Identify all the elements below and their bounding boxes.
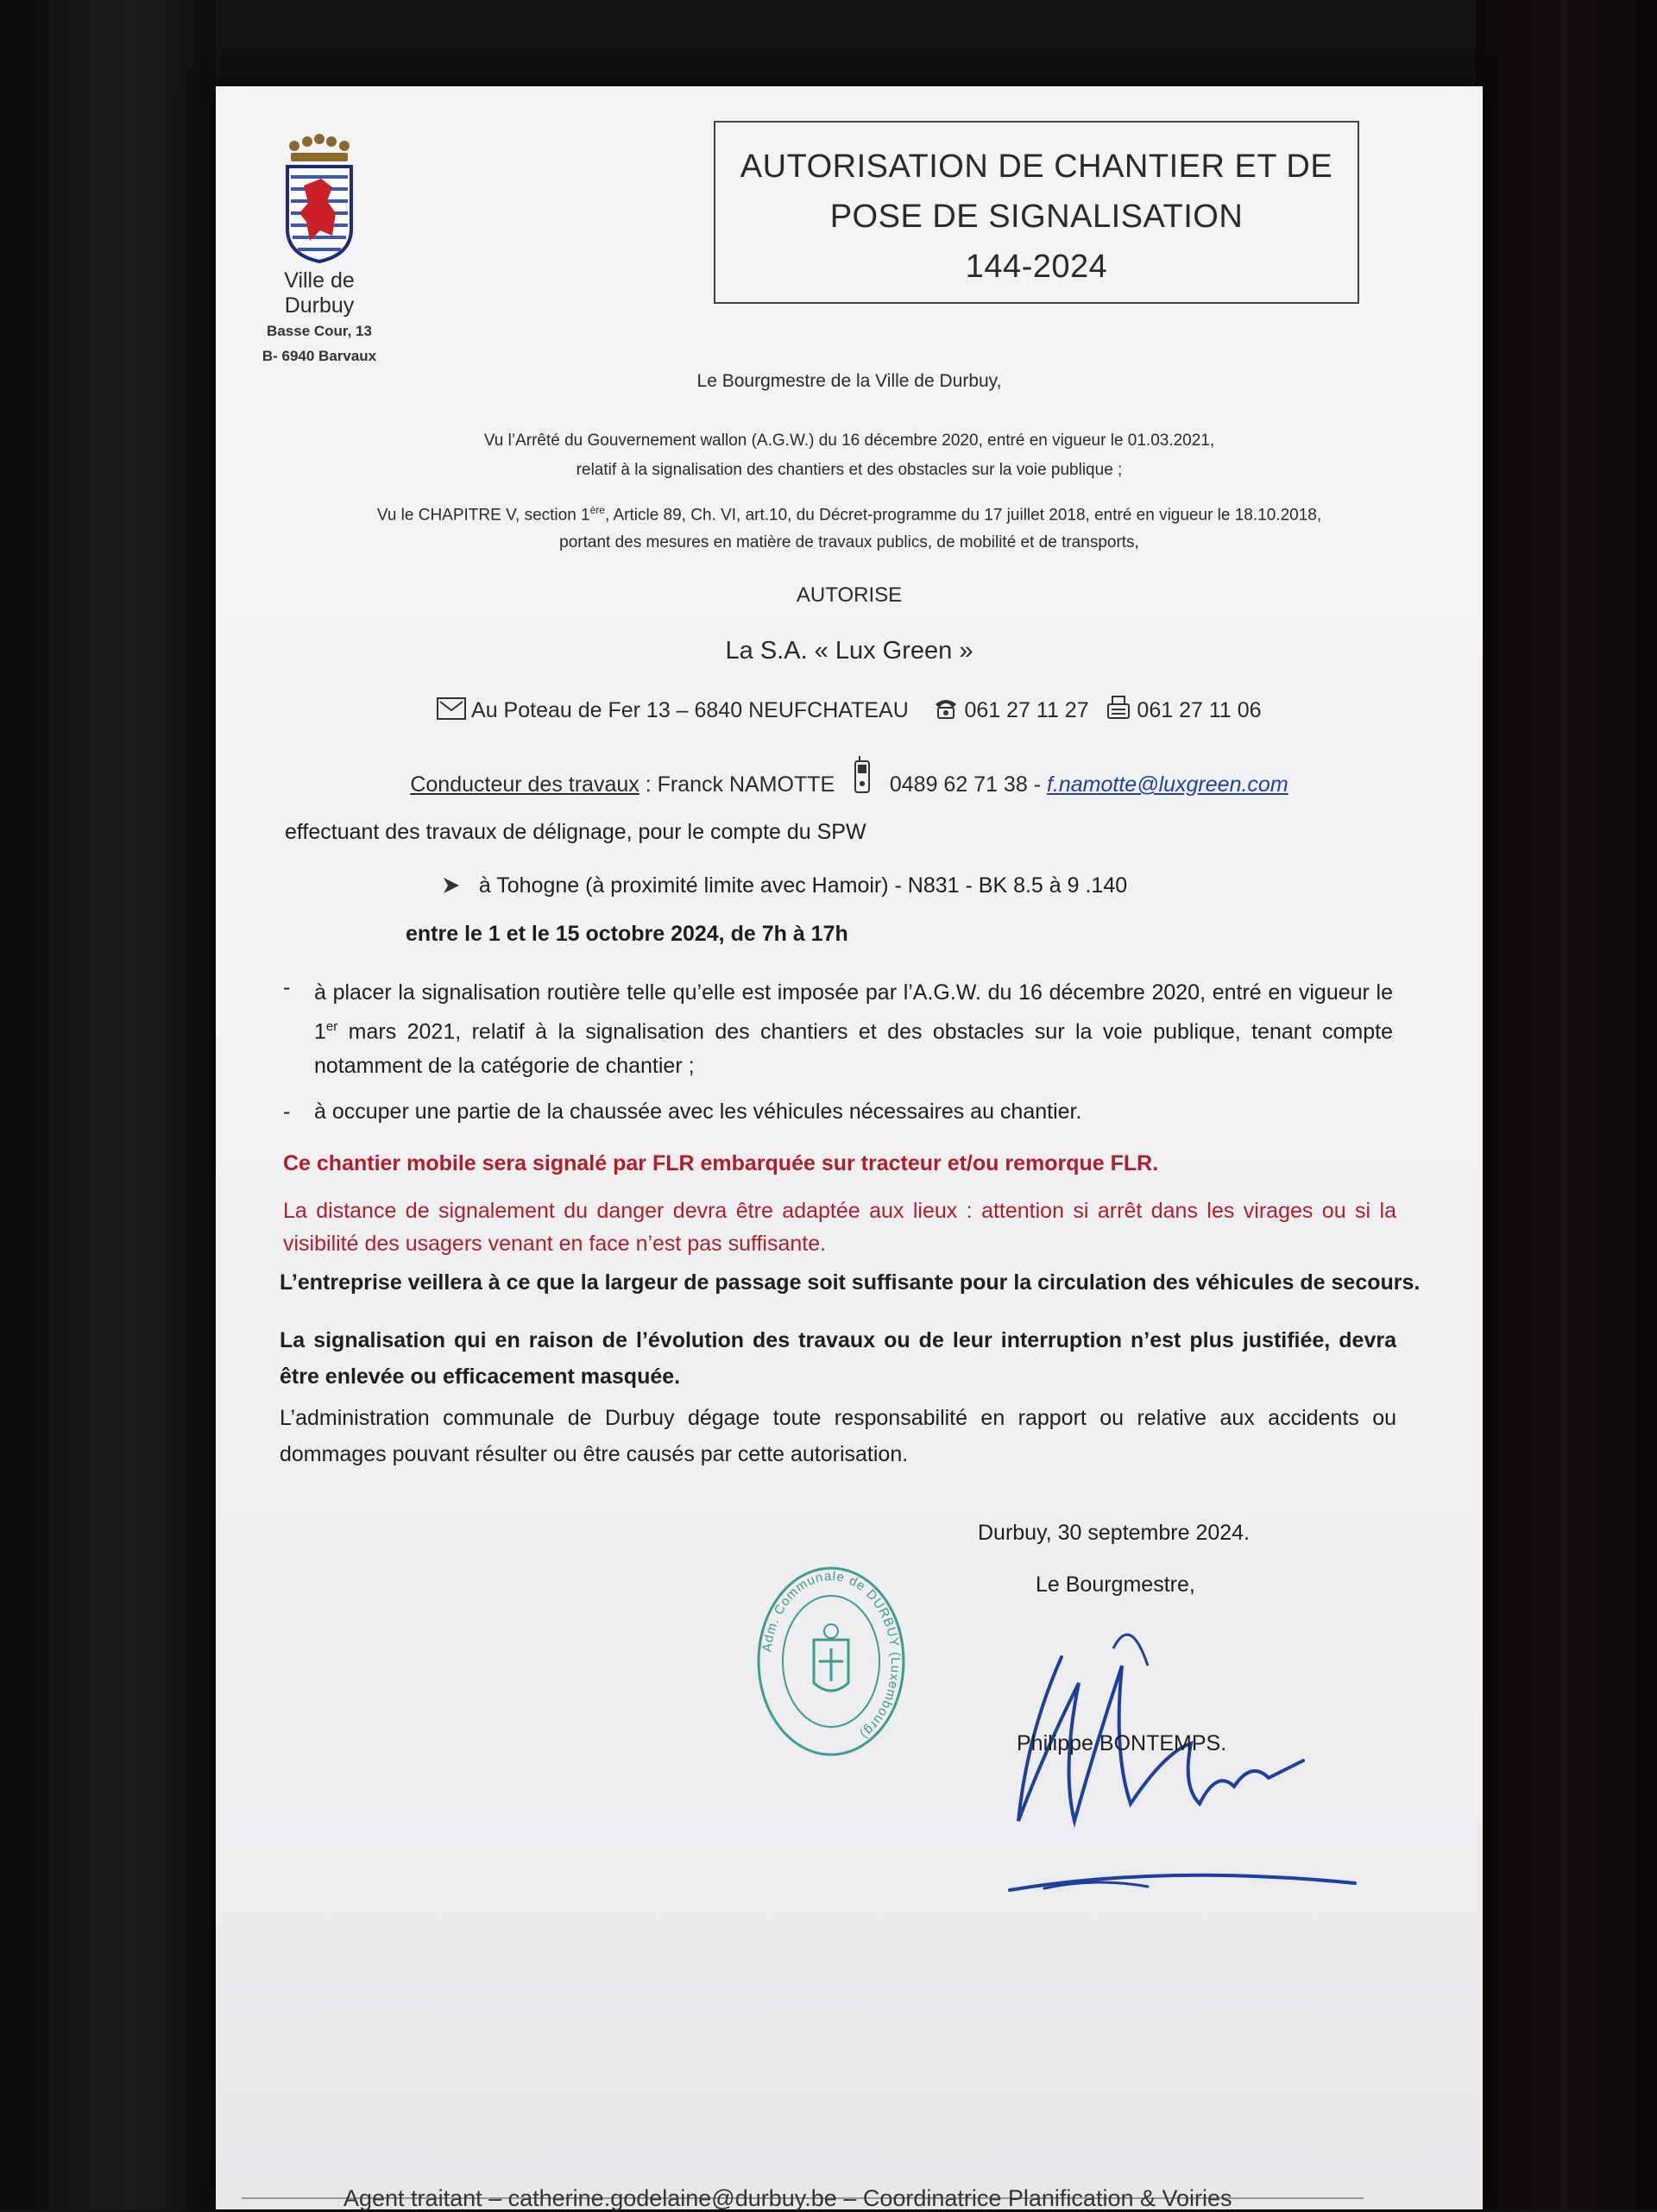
vu1-line1: Vu l’Arrêté du Gouvernement wallon (A.G.W.) du 16 décembre 2020, entré en vigueur le 01.03.2021, — [483, 432, 1215, 450]
left-frame — [0, 0, 216, 2209]
manager-mobile: 0489 62 71 38 — [889, 772, 1028, 797]
manager-dash: - — [1027, 772, 1047, 797]
works-location: à Tohogne (à proximité limite avec Hamoir) - N831 - BK 8.5 à 9 .140 — [478, 873, 1128, 898]
mobile-signal-notice: Ce chantier mobile sera signalé par FLR embarquée sur tracteur et/ou remorque FLR. — [283, 1151, 1159, 1175]
works-description: effectuant des travaux de délignage, pour le compte du SPW — [285, 820, 866, 844]
vu2-sup: ère — [589, 504, 605, 516]
works-location-row — [442, 873, 1127, 901]
title-number: 144-2024 — [965, 249, 1108, 285]
fax-icon — [1106, 696, 1131, 726]
passage-notice: L’entreprise veillera à ce que la largeur de passage soit suffisante pour la circulation des véhicules de secours. — [280, 1270, 1421, 1295]
company-fax: 061 27 11 06 — [1137, 698, 1262, 722]
mobile-phone-icon — [853, 756, 872, 800]
stamp-text: Adm. Communale de DURBUY (Luxembourg) — [759, 1568, 904, 1743]
manager-line — [216, 756, 1483, 800]
company-phone: 061 27 11 27 — [964, 698, 1089, 722]
manager-label: Conducteur des travaux — [410, 772, 639, 797]
bullet-2-text: à occuper une partie de la chaussée avec les véhicules nécessaires au chantier. — [314, 1100, 1082, 1124]
vu2-prefix: Vu le CHAPITRE V, section 1 — [376, 506, 590, 525]
phone-icon — [933, 696, 959, 726]
right-frame — [1476, 0, 1657, 2209]
bullet-1-mark: - — [283, 975, 291, 999]
vu2-suffix: , Article 89, Ch. VI, art.10, du Décret-programme du 17 juillet 2018, entré en vigueur le 18.10.2018, — [604, 506, 1322, 525]
bullet-2-mark: - — [283, 1100, 291, 1124]
city-coat-of-arms-icon — [282, 134, 356, 263]
footer-agent-line: Agent traitant – catherine.godelaine@durbuy.be – Coordinatrice Planification & Voiries — [343, 2185, 1232, 2211]
town-logo-block — [250, 134, 388, 369]
bullet-1-part1: à placer la signalisation routière telle qu’elle est imposée par l’A.G.W. du 16 décembre 2020, entré en vigueur le 1 — [314, 980, 1393, 1044]
vu1-line2: relatif à la signalisation des chantiers et des obstacles sur la voie publique ; — [576, 461, 1123, 479]
town-name: Ville de Durbuy — [284, 268, 355, 318]
signatory-name: Philippe BONTEMPS. — [1017, 1731, 1227, 1755]
title-line-2: POSE DE SIGNALISATION — [829, 199, 1244, 235]
vu2-line2: portant des mesures en matière de travaux publics, de mobilité et de transports, — [559, 533, 1139, 551]
manager-name: : Franck NAMOTTE — [639, 772, 835, 797]
mail-icon — [437, 697, 466, 726]
notice-document — [216, 86, 1483, 2209]
liability-notice: L’administration communale de Durbuy dégage toute responsabilité en rapport ou relative aux accidents ou dommages pouvant résulter ou être causés par cette autorisation. — [280, 1406, 1396, 1466]
title-line-1: AUTORISATION DE CHANTIER ET DE — [740, 148, 1333, 185]
autorise-heading: AUTORISE — [796, 583, 903, 607]
municipal-stamp — [753, 1562, 909, 1761]
signature-date: Durbuy, 30 septembre 2024. — [978, 1521, 1251, 1545]
town-street: Basse Cour, 13 — [267, 323, 372, 339]
arrowhead-bullet-icon — [442, 876, 461, 901]
company-address: Au Poteau de Fer 13 – 6840 NEUFCHATEAU — [471, 698, 909, 722]
town-postal: B- 6940 Barvaux — [261, 348, 377, 364]
bullet-1-part2: mars 2021, relatif à la signalisation des chantiers et des obstacles sur la voie publique, tenant compte notamment de la catégorie de chantier ; — [314, 1019, 1393, 1079]
vu2-line1 — [216, 504, 1483, 525]
contact-line — [216, 696, 1483, 726]
title-box — [714, 121, 1359, 304]
manager-email-link[interactable]: f.namotte@luxgreen.com — [1046, 772, 1288, 797]
signature-role: Le Bourgmestre, — [1036, 1572, 1195, 1597]
distance-notice: La distance de signalement du danger devra être adaptée aux lieux : attention si arrêt dans les virages ou si la visibilité des usagers venant en face n’est pas suffisante. — [283, 1199, 1396, 1256]
works-period: entre le 1 et le 15 octobre 2024, de 7h à 17h — [406, 922, 848, 946]
authority-line: Le Bourgmestre de la Ville de Durbuy, — [696, 371, 1002, 391]
bullet-1-text — [314, 975, 1393, 1083]
bullet-1-sup: er — [325, 1019, 338, 1034]
removal-notice: La signalisation qui en raison de l’évolution des travaux ou de leur interruption n’est plus justifiée, devra être enlevée ou efficacement masquée. — [280, 1328, 1396, 1389]
company-name: La S.A. « Lux Green » — [725, 637, 973, 665]
mayor-signature — [992, 1545, 1407, 1907]
